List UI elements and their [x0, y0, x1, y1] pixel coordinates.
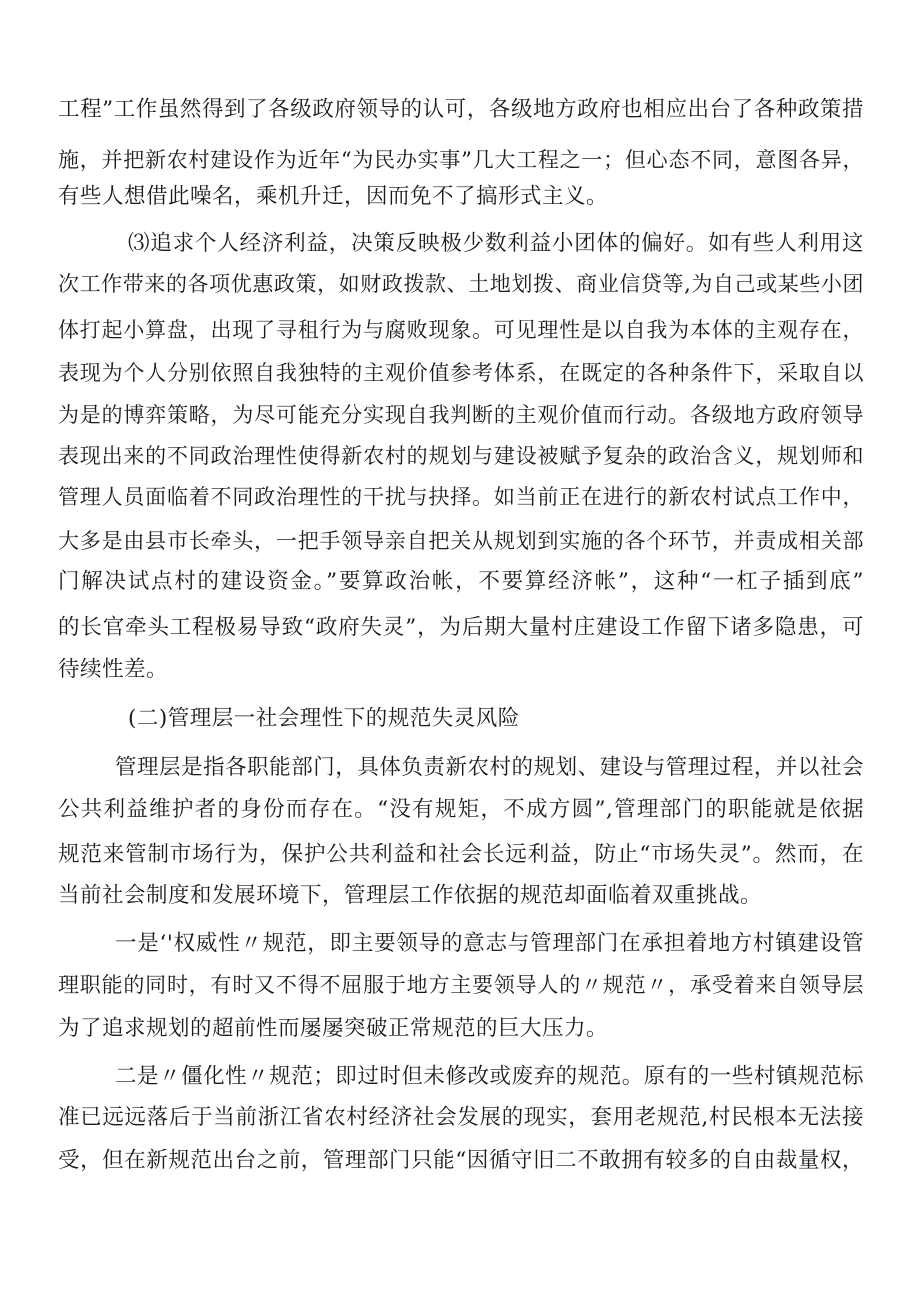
- section-heading: (二)管理层一社会理性下的规范失灵风险: [128, 706, 520, 731]
- text-line: 次工作带来的各项优惠政策，如财政拨款、土地划拨、商业信贷等,为自己或某些小团: [58, 272, 864, 296]
- text-line: 表现出来的不同政治理性使得新农村的规划与建设被赋予复杂的政治含义，规划师和: [58, 444, 864, 468]
- text-line: 公共利益维护者的身份而存在。“没有规矩，不成方圆”,管理部门的职能就是依据: [58, 797, 864, 822]
- text-line: 准已远远落后于当前浙江省农村经济社会发展的现实，套用老规范,村民根本无法接: [58, 1105, 864, 1130]
- text-line: 一是‘'权威性〃规范，即主要领导的意志与管理部门在承担着地方村镇建设管: [115, 931, 864, 956]
- text-line: 理职能的同时，有时又不得不屈服于地方主要领导人的〃规范〃，承受着来自领导层: [58, 973, 864, 997]
- text-line: 工程”工作虽然得到了各级政府领导的认可，各级地方政府也相应出台了各种政策措: [58, 97, 864, 122]
- text-line: 体打起小算盘，出现了寻租行为与腐败现象。可见理性是以自我为本体的主观存在，: [58, 318, 864, 342]
- text-line: 二是〃僵化性〃规范；即过时但未修改或废弃的规范。原有的一些村镇规范标: [115, 1064, 864, 1089]
- text-line: 为了追求规划的超前性而屡屡突破正常规范的巨大压力。: [58, 1016, 609, 1041]
- text-line: 为是的博弈策略，为尽可能充分实现自我判断的主观价值而行动。各级地方政府领导: [58, 403, 864, 427]
- text-line: 表现为个人分别依照自我独特的主观价值参考体系，在既定的各种条件下，采取自以: [58, 361, 864, 385]
- text-line: 门解决试点村的建设资金。”要算政治帐，不要算经济帐”，这种“一杠子插到底”: [58, 569, 864, 594]
- text-line: 大多是由县市长牵头，一把手领导亲自把关从规划到实施的各个环节，并责成相关部: [58, 529, 864, 553]
- text-line: 管理层是指各职能部门，具体负责新农村的规划、建设与管理过程，并以社会: [115, 755, 864, 780]
- text-line: 有些人想借此噪名，乘机升迁，因而免不了搞形式主义。: [58, 184, 609, 209]
- text-line: 当前社会制度和发展环境下，管理层工作依据的规范却面临着双重挑战。: [58, 883, 763, 908]
- text-line: 待续性差。: [58, 657, 169, 682]
- text-line: 的长官牵头工程极易导致“政府失灵”，为后期大量村庄建设工作留下诸多隐患，可: [58, 615, 864, 640]
- text-line: 施，并把新农村建设作为近年“为民办实事”几大工程之一；但心态不同，意图各异，: [58, 148, 864, 172]
- text-line: 管理人员面临着不同政治理性的干扰与抉择。如当前正在进行的新农村试点工作中，: [58, 485, 864, 509]
- text-line: 规范来管制市场行为，保护公共利益和社会长远利益，防止“市场失灵”。然而，在: [58, 842, 864, 867]
- text-line: 受，但在新规范出台之前，管理部门只能“因循守旧二不敢拥有较多的自由裁量权，: [58, 1148, 864, 1173]
- text-line: ⑶追求个人经济利益，决策反映极少数利益小团体的偏好。如有些人利用这: [128, 231, 864, 256]
